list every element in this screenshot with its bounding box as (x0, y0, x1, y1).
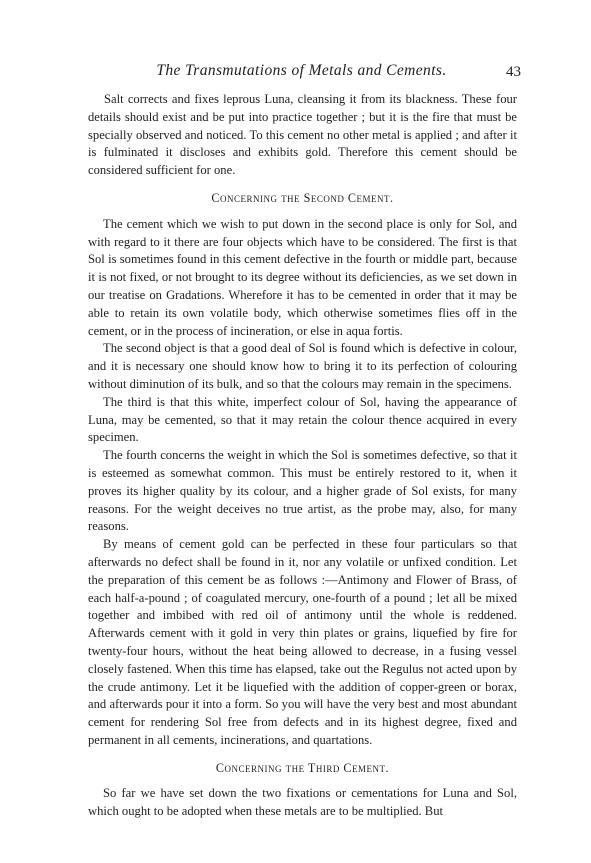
section-heading-second-cement: Concerning the Second Cement. (211, 190, 394, 205)
body-text (88, 91, 517, 821)
paragraph: The second object is that a good deal of Sol is found which is defective in colour, and it is necessary one should know how to bring it to its perfection of colouring without diminution of its bulk, and so that the colours may remain in the specimens. (88, 341, 517, 391)
page-number: 43 (506, 64, 521, 80)
running-head (86, 62, 521, 86)
paragraph: The fourth concerns the weight in which the Sol is sometimes defective, so that it is esteemed as somewhat common. This must be entirely restored to it, when it proves its higher quality by its colour, and a higher grade of Sol exists, for many reasons. For the weight deceives no true artist, as the probe may, also, for many reasons. (88, 448, 517, 534)
intro-paragraph: Salt corrects and fixes leprous Luna, cleansing it from its blackness. These four details should exist and be put into practice together ; but it is the fire that must be specially observed and noticed. To this cement no other metal is applied ; and after it is fulminated it discloses and exhibits gold. Therefore this cement should be considered sufficient for one. (88, 92, 517, 178)
paragraph: The cement which we wish to put down in the second place is only for Sol, and with regard to it there are four objects which have to be considered. The first is that Sol is sometimes found in this cement defective in the fourth or middle part, because it is not fixed, or not brought to its degree without its deficiencies, as we set down in our treatise on Gradations. Wherefore it has to be cemented in order that it may be able to retain its own volatile body, which otherwise sometimes flies off in the cement, or in the process of incineration, or else in aqua fortis. (88, 216, 517, 338)
section-heading-third-cement: Concerning the Third Cement. (215, 760, 390, 775)
paragraph: By means of cement gold can be perfected in these four particulars so that afterwards no defect shall be found in it, nor any volatile or unfixed condition. Let the preparation of this cement be as follows :—Antimony and Flower of Brass, of each half-a-pound ; of coagulated mercury, one-fourth of a pound ; let all be mixed together and imbibed with red oil of antimony until the whole is reddened. Afterwards cement with it gold in very thin plates or grains, liquefied by fire for twenty-four hours, without the heat being allowed to decrease, in a fusing vessel closely fastened. When this time has elapsed, take out the Regulus not acted upon by the crude antimony. Let it be liquefied with the addition of copper-green or borax, and afterwards pour it into a form. So you will have the very best and most abundant cement for rendering Sol free from defects and in its highest degree, fixed and permanent in all cements, incinerations, and quartations. (88, 537, 517, 747)
running-title: The Transmutations of Metals and Cements. (156, 62, 447, 79)
paragraph: The third is that this white, imperfect colour of Sol, having the appearance of Luna, may be cemented, so that it may retain the colour thence acquired in every specimen. (88, 394, 517, 445)
paragraph: So far we have set down the two fixations or cementations for Luna and Sol, which ought to be adopted when these metals are to be multiplied. But (88, 786, 517, 819)
